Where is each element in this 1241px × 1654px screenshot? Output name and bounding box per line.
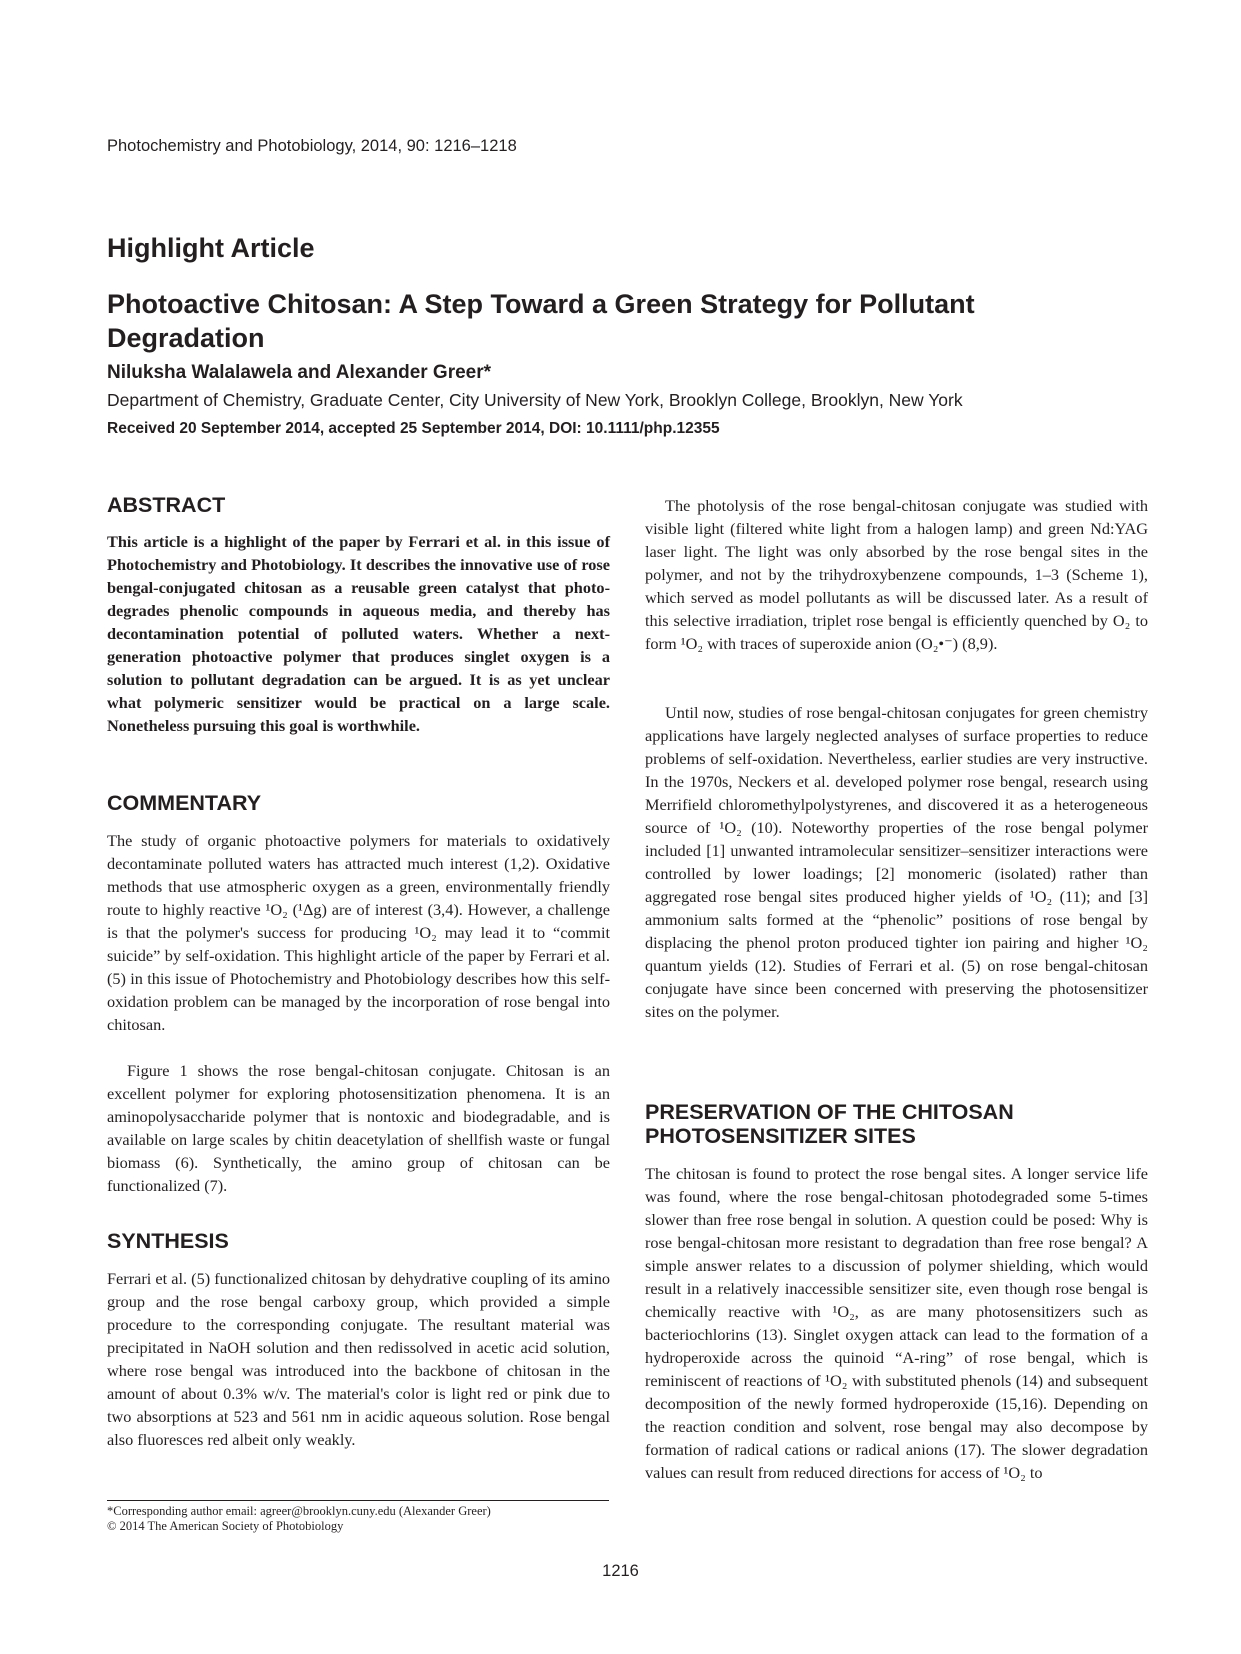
page-number: 1216 (602, 1562, 639, 1580)
footnote (107, 1504, 491, 1534)
received-dates: Received 20 September 2014, accepted 25 September 2014, DOI: 10.1111/php.12355 (107, 420, 720, 437)
right-paragraph-1: The photolysis of the rose bengal-chitosan conjugate was studied with visible light (filtered white light from a halogen lamp) and green Nd:YAG laser light. The light was only absorbed by the rose bengal sites in the polymer, and not by the trihydroxybenzene compounds, 1–3 (Scheme 1), which served as model pollutants as will be discussed later. As a result of this selective irradiation, triplet rose bengal is efficiently quenched by O₂ to form ¹O₂ with traces of superoxide anion (O₂•⁻) (8,9). (645, 496, 1148, 653)
preservation-paragraph: The chitosan is found to protect the rose bengal sites. A longer service life was found, where the rose bengal-chitosan photodegraded some 5-times slower than free rose bengal in solution. A question could be posed: Why is rose bengal-chitosan more resistant to degradation than free rose bengal? A simple answer relates to a discussion of polymer shielding, which would result in a relatively inaccessible sensitizer site, even though rose bengal is chemically reactive with ¹O₂, as are many photosensitizers such as bacteriochlorins (13). Singlet oxygen attack can lead to the formation of a hydroperoxide across the quinoid “A-ring” of rose bengal, which is reminiscent of reactions of ¹O₂ with substituted phenols (14) and subsequent decomposition of the newly formed hydroperoxide (15,16). Depending on the reaction condition and solvent, rose bengal may also decompose by formation of radical cations or radical anions (17). The slower degradation values can result from reduced directions for access of ¹O₂ to (645, 1164, 1148, 1482)
article-type: Highlight Article (107, 233, 315, 263)
affiliation: Department of Chemistry, Graduate Center, City University of New York, Brooklyn College, Brooklyn, New York (107, 390, 963, 410)
commentary-heading: COMMENTARY (107, 791, 262, 815)
synthesis-heading: SYNTHESIS (107, 1229, 229, 1253)
right-paragraph-2: Until now, studies of rose bengal-chitosan conjugates for green chemistry applications have largely neglected analyses of surface properties to reduce problems of self-oxidation. Nevertheless, earlier studies are very instructive. In the 1970s, Neckers et al. developed polymer rose bengal, research using Merrifield chloromethylpolystyrenes, and discovered it as a heterogeneous source of ¹O₂ (10). Noteworthy properties of the rose bengal polymer included [1] unwanted intramolecular sensitizer–sensitizer interactions were controlled by lower loadings; [2] monomeric (isolated) rather than aggregated rose bengal sites produced higher yields of ¹O₂ (11); and [3] ammonium salts formed at the “phenolic” positions of rose bengal by displacing the phenol proton produced tighter ion pairing and higher ¹O₂ quantum yields (12). Studies of Ferrari et al. (5) on rose bengal-chitosan conjugate have since been concerned with preserving the photosensitizer sites on the polymer. (645, 703, 1148, 1021)
abstract-text: This article is a highlight of the paper by Ferrari et al. in this issue of Photochemistry and Photobiology. It describes the innovative use of rose bengal-conjugated chitosan as a reusable green catalyst that photo-degrades phenolic compounds in aqueous media, and thereby has decontamination potential of polluted waters. Whether a next-generation photoactive polymer that produces singlet oxygen is a solution to pollutant degradation can be argued. It is as yet unclear what polymeric sensitizer would be practical on a large scale. Nonetheless pursuing this goal is worthwhile. (107, 532, 610, 735)
copyright: © 2014 The American Society of Photobiology (107, 1519, 344, 1533)
synthesis-paragraph: Ferrari et al. (5) functionalized chitosan by dehydrative coupling of its amino group and the rose bengal carboxy group, which provided a simple procedure to the corresponding conjugate. The resultant material was precipitated in NaOH solution and then redissolved in acetic acid solution, where rose bengal was introduced into the backbone of chitosan in the amount of about 0.3% w/v. The material's color is light red or pink due to two absorptions at 523 and 561 nm in acidic aqueous solution. Rose bengal also fluoresces red albeit only weakly. (107, 1269, 610, 1449)
corresponding-author: *Corresponding author email: agreer@brooklyn.cuny.edu (Alexander Greer) (107, 1504, 491, 1518)
abstract-heading: ABSTRACT (107, 493, 226, 517)
commentary-paragraph-2: Figure 1 shows the rose bengal-chitosan conjugate. Chitosan is an excellent polymer for exploring photosensitization phenomena. It is an aminopolysaccharide polymer that is nontoxic and biodegradable, and is available on large scales by chitin deacetylation of shellfish waste or fungal biomass (6). Synthetically, the amino group of chitosan can be functionalized (7). (107, 1061, 610, 1195)
journal-citation: Photochemistry and Photobiology, 2014, 90: 1216–1218 (107, 137, 517, 155)
authors: Niluksha Walalawela and Alexander Greer* (107, 362, 492, 383)
commentary-paragraph-1: The study of organic photoactive polymers for materials to oxidatively decontaminate polluted waters has attracted much interest (1,2). Oxidative methods that use atmospheric oxygen as a green, environmentally friendly route to highly reactive ¹O₂ (¹Δg) are of interest (3,4). However, a challenge is that the polymer's success for producing ¹O₂ may lead it to “commit suicide” by self-oxidation. This highlight article of the paper by Ferrari et al. (5) in this issue of Photochemistry and Photobiology describes how this self-oxidation problem can be managed by the incorporation of rose bengal into chitosan. (107, 831, 610, 1034)
preservation-heading: PRESERVATION OF THE CHITOSAN PHOTOSENSITIZER SITES (645, 1100, 1014, 1148)
article-title: Photoactive Chitosan: A Step Toward a Green Strategy for Pollutant Degradation (107, 289, 975, 353)
footnote-divider (107, 1500, 609, 1501)
